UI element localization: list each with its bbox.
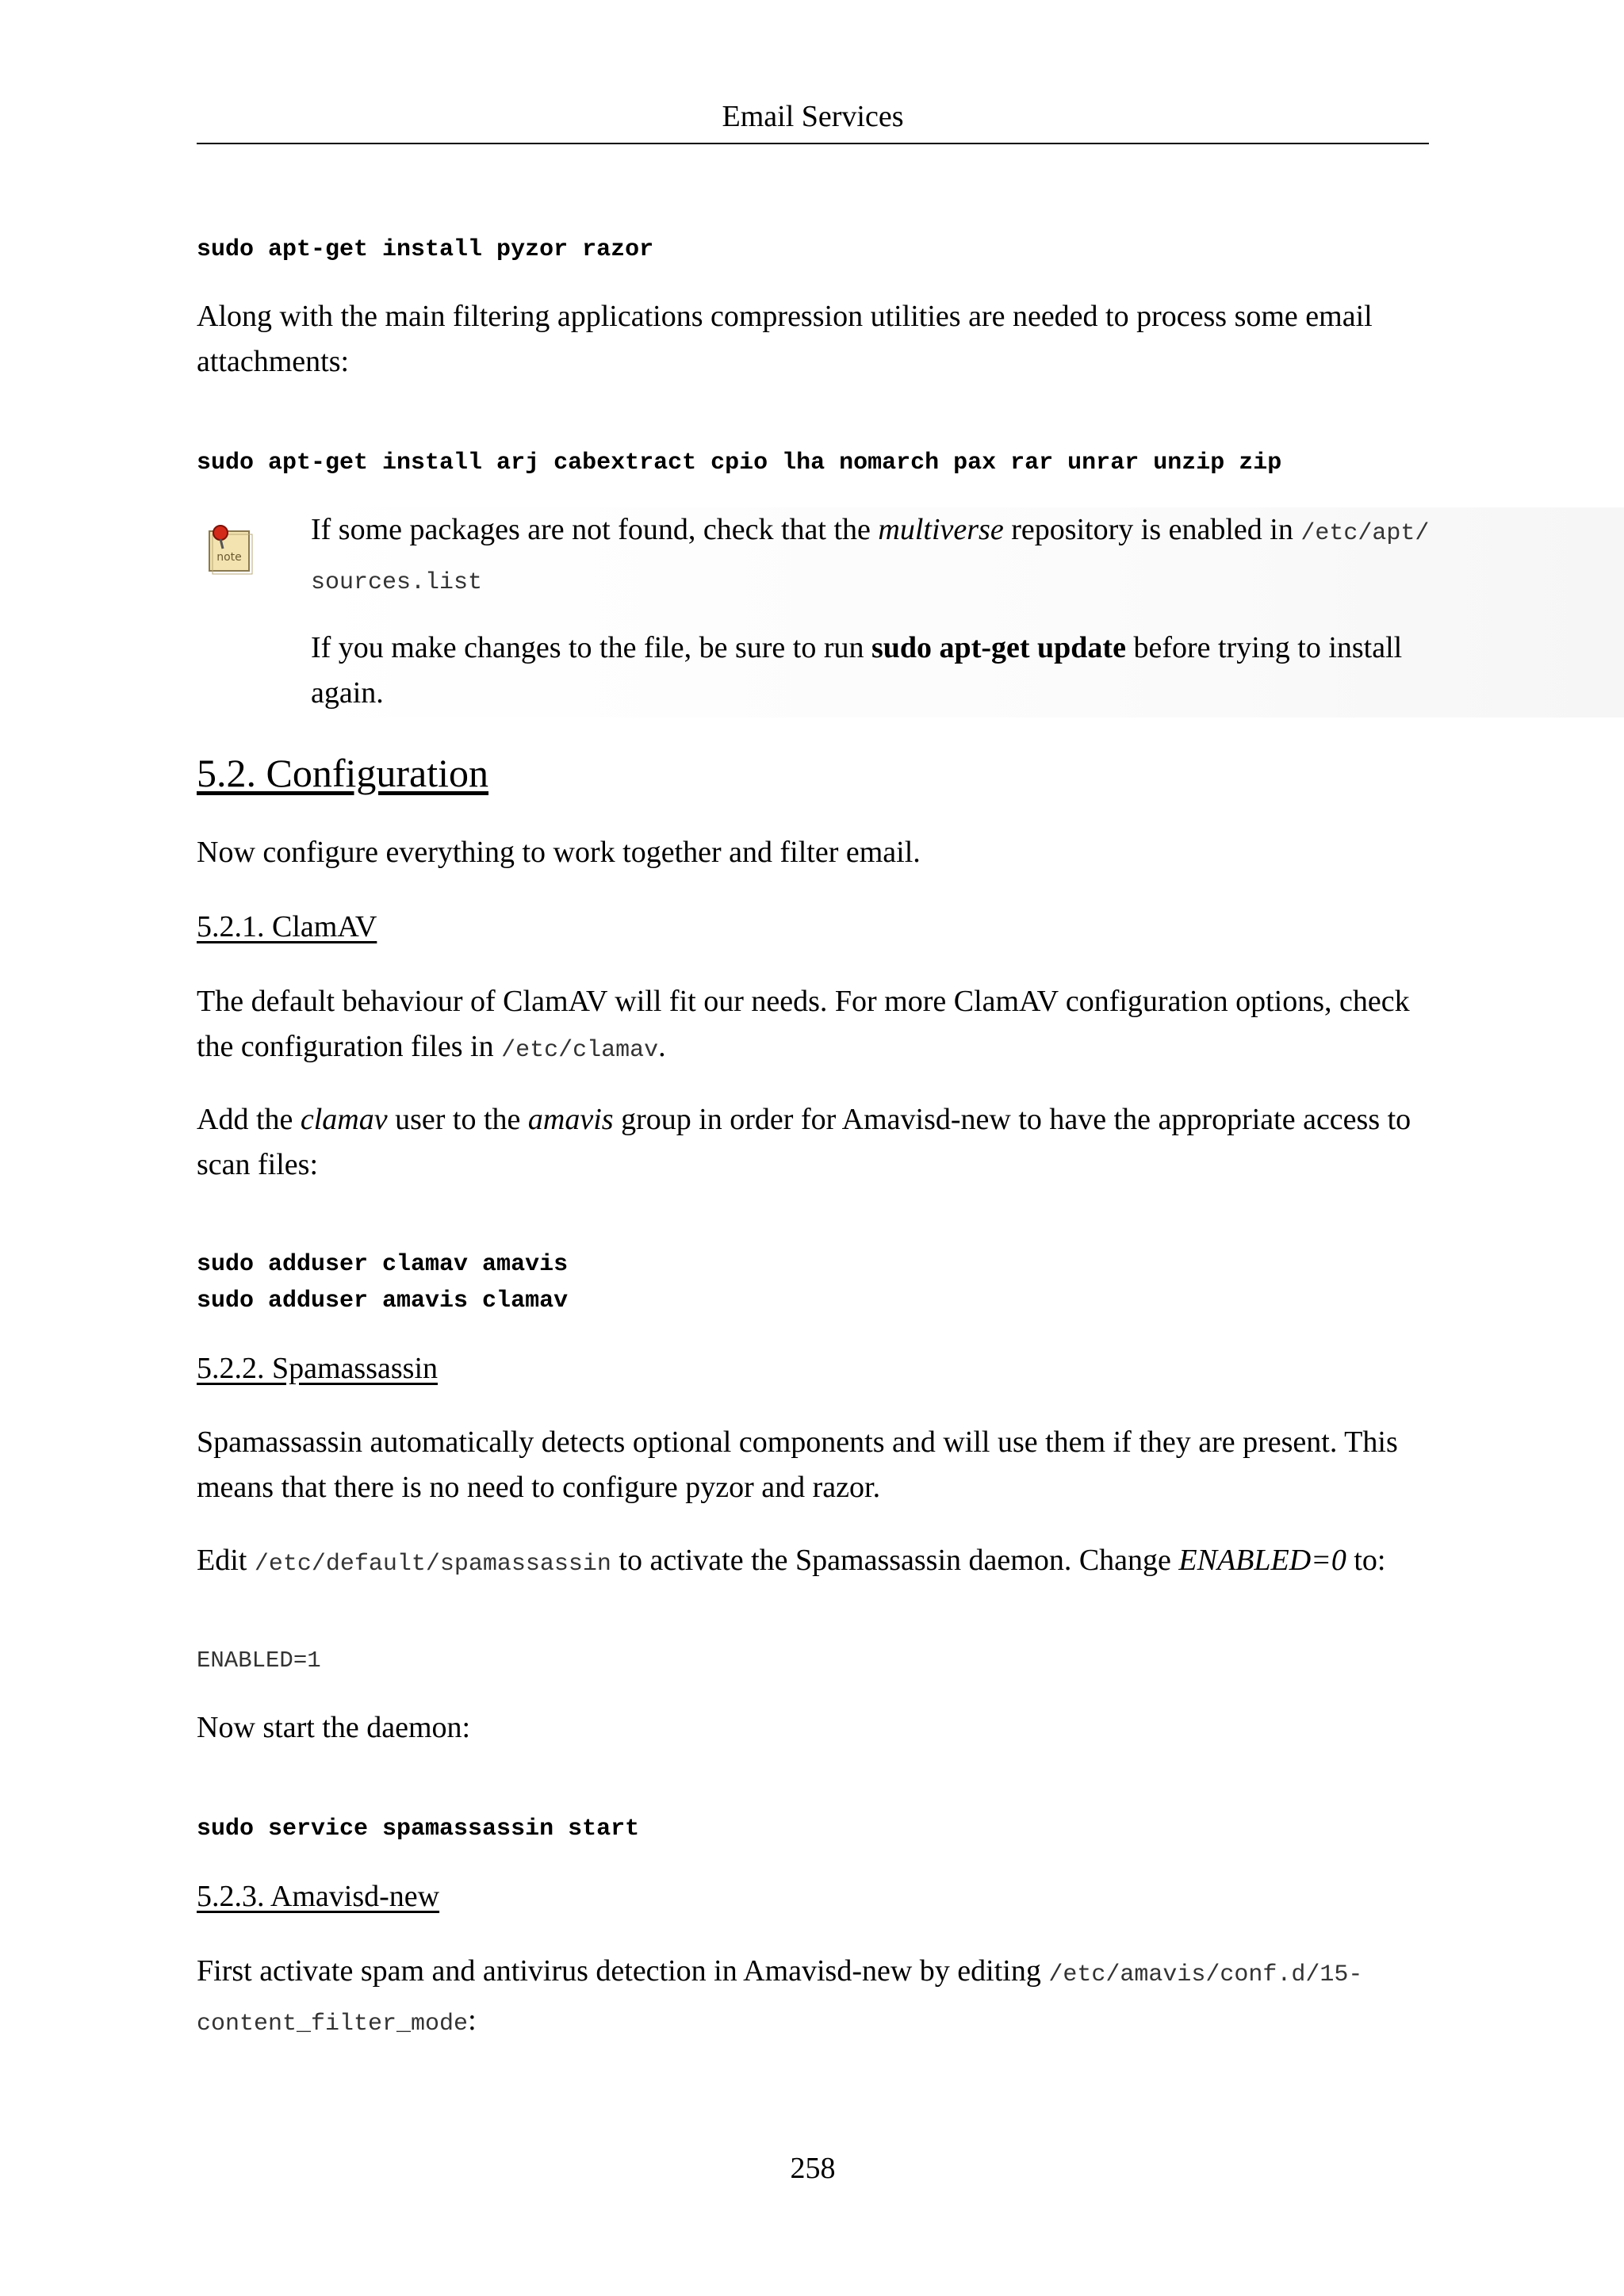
code-enabled: ENABLED=1 (197, 1647, 321, 1674)
paragraph-amavisd-activate: First activate spam and antivirus detection in Amavisd-new by editing /etc/amavis/conf.d/15- content_filter_mode: (197, 1954, 1363, 2038)
note-text-packages: If some packages are not found, check that the multiverse repository is enabled in /etc/apt/ sources.list (311, 513, 1430, 596)
code-adduser: sudo adduser clamav amavis sudo adduser amavis clamav (197, 1251, 569, 1314)
paragraph-clamav-group: Add the clamav user to the amavis group in order for Amavisd-new to have the appropriate access to scan files: (197, 1103, 1411, 1181)
note-icon (205, 523, 254, 576)
code-install-pyzor: sudo apt-get install pyzor razor (197, 236, 654, 263)
heading-spamassassin: 5.2.2. Spamassassin (197, 1352, 438, 1385)
heading-configuration: 5.2. Configuration (197, 751, 489, 795)
paragraph-compression: Along with the main filtering applications compression utilities are needed to process some email attachments: (197, 300, 1373, 378)
paragraph-start-daemon: Now start the daemon: (197, 1711, 471, 1744)
paragraph-spamassassin-components: Spamassassin automatically detects optional components and will use them if they are present. This means that there is no need to configure pyzor and razor. (197, 1425, 1398, 1504)
paragraph-configure: Now configure everything to work together and filter email. (197, 836, 921, 869)
header-rule (197, 143, 1429, 144)
running-header: Email Services (722, 100, 904, 133)
code-install-archivers: sudo apt-get install arj cabextract cpio lha nomarch pax rar unrar unzip zip (197, 450, 1282, 476)
heading-clamav: 5.2.1. ClamAV (197, 910, 377, 943)
paragraph-spamassassin-enable: Edit /etc/default/spamassassin to activate the Spamassassin daemon. Change ENABLED=0 to: (197, 1544, 1386, 1578)
note-text-update: If you make changes to the file, be sure to run sudo apt-get update before trying to install again. (311, 631, 1403, 710)
svg-text:note: note (216, 551, 242, 564)
paragraph-clamav-default: The default behaviour of ClamAV will fit our needs. For more ClamAV configuration options, check the configuration files in /etc/clamav. (197, 985, 1410, 1064)
page-number: 258 (790, 2152, 836, 2185)
code-service-start: sudo service spamassassin start (197, 1816, 640, 1843)
heading-amavisd-new: 5.2.3. Amavisd-new (197, 1880, 440, 1913)
